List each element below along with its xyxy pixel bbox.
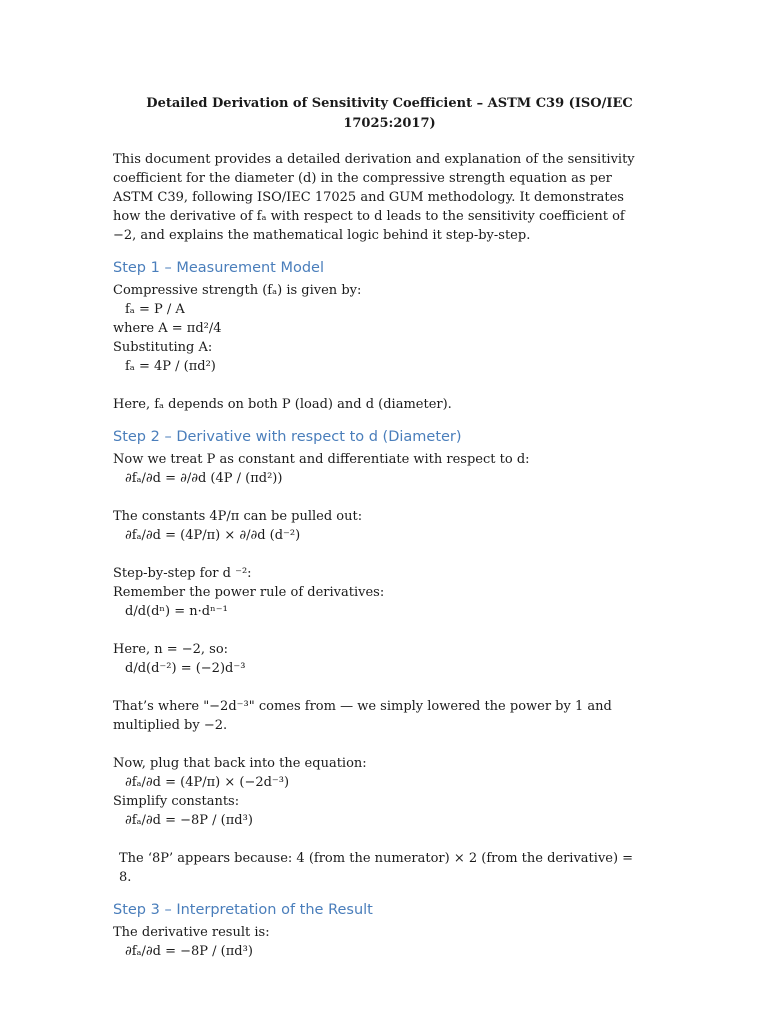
step2-equation: d/d(dⁿ) = n·dⁿ⁻¹ (125, 604, 228, 619)
step2-equation: d/d(d⁻²) = (−2)d⁻³ (125, 661, 246, 676)
step1-line: Substituting A: (113, 340, 213, 355)
step2-equation: ∂fₐ/∂d = (4P/π) × ∂/∂d (d⁻²) (125, 528, 301, 543)
spacer (113, 545, 648, 564)
spacer (113, 488, 648, 507)
step3-equation: ∂fₐ/∂d = −8P / (πd³) (125, 944, 253, 959)
step2-equation: ∂fₐ/∂d = −8P / (πd³) (125, 813, 253, 828)
step2-equation: ∂fₐ/∂d = (4P/π) × (−2d⁻³) (125, 775, 290, 790)
step2-line: Now we treat P as constant and differentiate with respect to d: (113, 452, 530, 467)
step1-equation: fₐ = 4P / (πd²) (125, 359, 216, 374)
intro-paragraph: This document provides a detailed derivation and explanation of the sensitivity coefficient for the diameter (d) in the compressive strength equation as per ASTM C39, following ISO/IEC 17025 and GUM methodology. It demonstrates how the derivative of fₐ with respect to d leads to the sensitivity coefficient of −2, and explains the mathematical logic behind it step-by-step. (113, 152, 635, 243)
step2-line: Here, n = −2, so: (113, 642, 229, 657)
spacer (113, 376, 648, 395)
step1-line: Compressive strength (fₐ) is given by: (113, 283, 362, 298)
step1-equation: fₐ = P / A (125, 302, 185, 317)
step1-heading: Step 1 – Measurement Model (113, 260, 325, 276)
step3-heading: Step 3 – Interpretation of the Result (113, 902, 373, 918)
document-title: Detailed Derivation of Sensitivity Coefficient – ASTM C39 (ISO/IEC 17025:2017) (146, 96, 633, 131)
step2-heading: Step 2 – Derivative with respect to d (Diameter) (113, 429, 462, 445)
step2-note: The ‘8P’ appears because: 4 (from the numerator) × 2 (from the derivative) = 8. (119, 851, 634, 885)
spacer (113, 678, 648, 697)
spacer (113, 830, 648, 849)
step2-equation: ∂fₐ/∂d = ∂/∂d (4P / (πd²)) (125, 471, 283, 486)
step2-line: The constants 4P/π can be pulled out: (113, 509, 363, 524)
step2-line: Remember the power rule of derivatives: (113, 585, 385, 600)
step1-line: where A = πd²/4 (113, 321, 222, 336)
step2-line: Step-by-step for d ⁻²: (113, 566, 252, 581)
step1-line: Here, fₐ depends on both P (load) and d (diameter). (113, 397, 452, 412)
spacer (113, 735, 648, 754)
step3-line: The derivative result is: (113, 925, 270, 940)
step2-line: Simplify constants: (113, 794, 240, 809)
step2-line: Now, plug that back into the equation: (113, 756, 367, 771)
spacer (113, 621, 648, 640)
step2-line: That’s where "−2d⁻³" comes from — we simply lowered the power by 1 and multiplied by −2. (113, 699, 612, 733)
